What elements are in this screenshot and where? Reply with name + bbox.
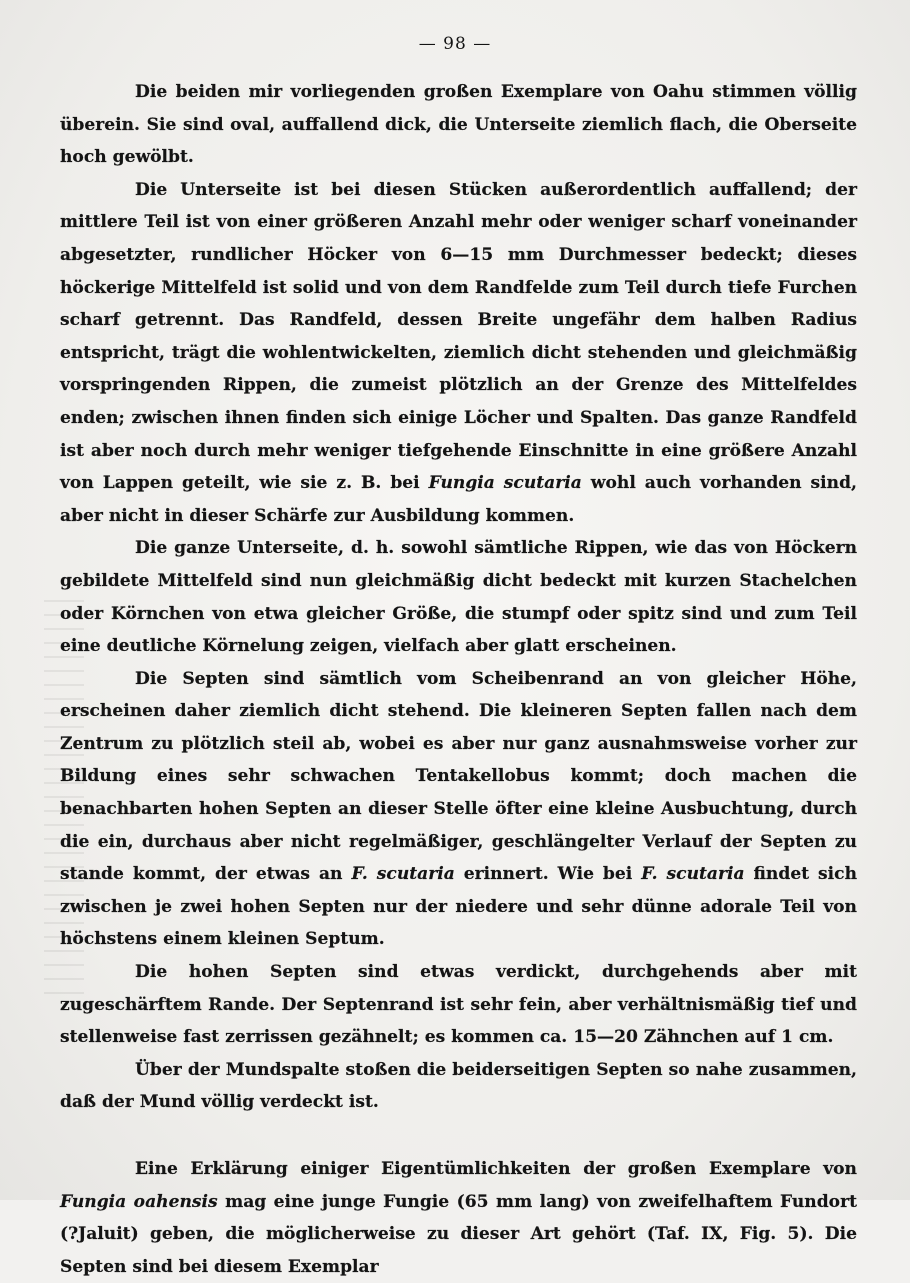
- paragraph-2-text: Die Unterseite ist bei diesen Stücken außerordentlich auffallend; der mittlere Teil ist von einer größeren Anzahl mehr oder weniger scharf voneinander abgesetzter, rundlicher Höcker von 6—15 mm Durchmesser bedeckt; dieses höckerige Mittelfeld ist solid und von dem Randfelde zum Teil durch tiefe Furchen scharf getrennt. Das Randfeld, dessen Breite ungefähr dem halben Radius entspricht, trägt die wohlentwickelten, ziemlich dicht stehenden und gleichmäßig vorspringenden Rippen, die zumeist plötzlich an der Grenze des Mittelfeldes enden; zwischen ihnen finden sich einige Löcher und Spalten. Das ganze Randfeld ist aber noch durch mehr weniger tiefgehende Einschnitte in eine größere Anzahl von Lappen geteilt, wie sie z. B. bei: [60, 179, 857, 494]
- paragraph-4-tail: findet sich zwischen je zwei hohen Septen nur der niedere und sehr dünne adorale Teil von höchstens einem kleinen Septum.: [60, 864, 858, 950]
- paragraph-3: Die ganze Unterseite, d. h. sowohl sämtliche Rippen, wie das von Höckern gebildete Mittelfeld sind nun gleichmäßig dicht bedeckt mit kurzen Stachelchen oder Körnchen von etwa gleicher Größe, die stumpf oder spitz sind und zum Teil eine deutliche Körnelung zeigen, vielfach aber glatt erscheinen.: [60, 538, 857, 657]
- paragraph-7-text: Eine Erklärung einiger Eigentümlichkeiten der großen Exemplare von: [135, 1159, 857, 1179]
- paragraph-1: Die beiden mir vorliegenden großen Exemplare von Oahu stimmen völlig überein. Sie sind oval, auffallend dick, die Unterseite ziemlich flach, die Oberseite hoch gewölbt.: [60, 82, 857, 168]
- paragraph-7: [60, 1153, 857, 1283]
- species-name: F. scutaria: [641, 864, 745, 885]
- paragraph-2-tail: wohl auch vorhanden sind, aber nicht in dieser Schärfe zur Ausbildung kommen.: [60, 473, 857, 526]
- paragraph-7-tail: mag eine junge Fungie (65 mm lang) von zweifelhaftem Fundort (?Jaluit) geben, die möglicherweise zu dieser Art gehört (Taf. IX, Fig. 5). Die Septen sind bei diesem Exemplar: [60, 1191, 857, 1277]
- paragraph-4: [60, 663, 857, 956]
- paragraph-6: Über der Mundspalte stoßen die beiderseitigen Septen so nahe zusammen, daß der Mund völlig verdeckt ist.: [60, 1059, 857, 1113]
- species-name: Fungia oahensis: [60, 1191, 218, 1212]
- body-text: [60, 76, 857, 1283]
- paragraph-2: [60, 174, 857, 533]
- paragraph-5: Die hohen Septen sind etwas verdickt, durchgehends aber mit zugeschärftem Rande. Der Septenrand ist sehr fein, aber verhältnismäßig tief und stellenweise fast zerrissen gezähnelt; es kommen ca. 15—20 Zähnchen auf 1 cm.: [60, 962, 857, 1048]
- paragraph-4-text: Die Septen sind sämtlich vom Scheibenrand an von gleicher Höhe, erscheinen daher ziemlich dicht stehend. Die kleineren Septen fallen nach dem Zentrum zu plötzlich steil ab, wobei es aber nur ganz ausnahmsweise vorher zur Bildung eines sehr schwachen Tentakellobus kommt; doch machen die benachbarten hohen Septen an dieser Stelle öfter eine kleine Ausbuchtung, durch die ein, durchaus aber nicht regelmäßiger, geschlängelter Verlauf der Septen zu stande kommt, der etwas an: [60, 668, 857, 885]
- species-name: F. scutaria: [351, 864, 455, 885]
- paragraph-4-mid: erinnert. Wie bei: [454, 864, 642, 885]
- page-number: — 98 —: [418, 34, 492, 54]
- species-name: Fungia scutaria: [428, 473, 582, 494]
